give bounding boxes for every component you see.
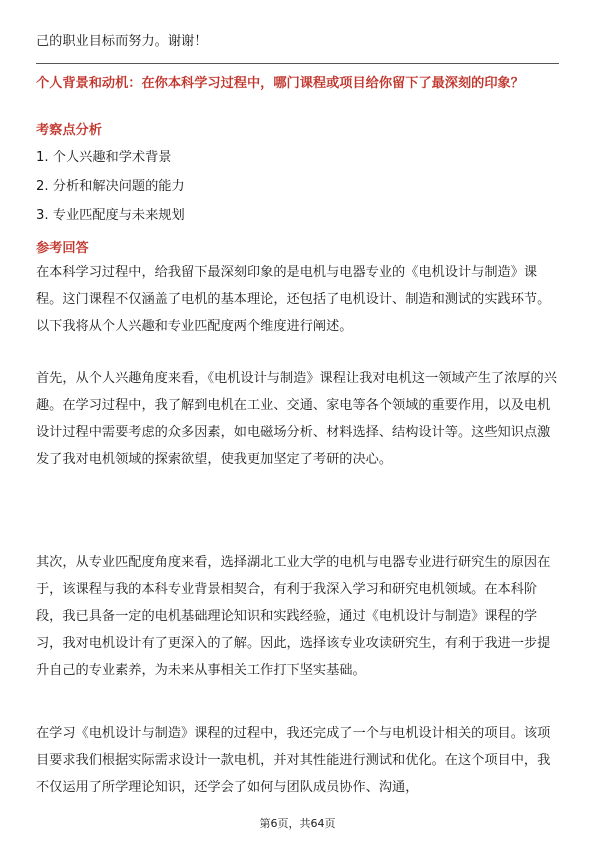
- points-heading: 考察点分析: [36, 123, 102, 138]
- answer-paragraph: 在本科学习过程中，给我留下最深刻印象的是电机与电器专业的《电机设计与制造》课程。这门课程不仅涵盖了电机的基本理论，还包括了电机设计、制造和测试的实践环节。以下我将从个人兴趣和专业匹配度两个维度进行阐述。: [36, 265, 551, 334]
- answer-paragraph: 首先，从个人兴趣角度来看，《电机设计与制造》课程让我对电机这一领域产生了浓厚的兴趣。在学习过程中，我了解到电机在工业、交通、家电等各个领域的重要作用，以及电机设计过程中需要考虑的众多因素，如电磁场分析、材料选择、结构设计等。这些知识点激发了我对电机领域的探索欲望，使我更加坚定了考研的决心。: [36, 371, 557, 467]
- answer-heading: 参考回答: [36, 241, 89, 256]
- answer-paragraph: 其次，从专业匹配度角度来看，选择湖北工业大学的电机与电器专业进行研究生的原因在于，该课程与我的本科专业背景相契合，有利于我深入学习和研究电机领域。在本科阶段，我已具备一定的电机基础理论知识和实践经验，通过《电机设计与制造》课程的学习，我对电机设计有了更深入的了解。因此，选择该专业攻读研究生，有利于我进一步提升自己的专业素养，为未来从事相关工作打下坚实基础。: [36, 555, 551, 678]
- list-item: 1. 个人兴趣和学术背景: [36, 150, 172, 165]
- answer-paragraph: 在学习《电机设计与制造》课程的过程中，我还完成了一个与电机设计相关的项目。该项目要求我们根据实际需求设计一款电机，并对其性能进行测试和优化。在这个项目中，我不仅运用了所学理论知识，还学会了如何与团队成员协作、沟通，: [36, 726, 551, 795]
- continued-text: 己的职业目标而努力。谢谢！: [36, 34, 208, 49]
- section-divider: [36, 63, 559, 64]
- points-list: [36, 144, 559, 231]
- page-number: 第6页，共64页: [259, 817, 336, 830]
- list-item: 3. 专业匹配度与未来规划: [36, 208, 185, 223]
- question-title: 个人背景和动机：在你本科学习过程中，哪门课程或项目给你留下了最深刻的印象？: [36, 76, 524, 91]
- list-item: 2. 分析和解决问题的能力: [36, 179, 185, 194]
